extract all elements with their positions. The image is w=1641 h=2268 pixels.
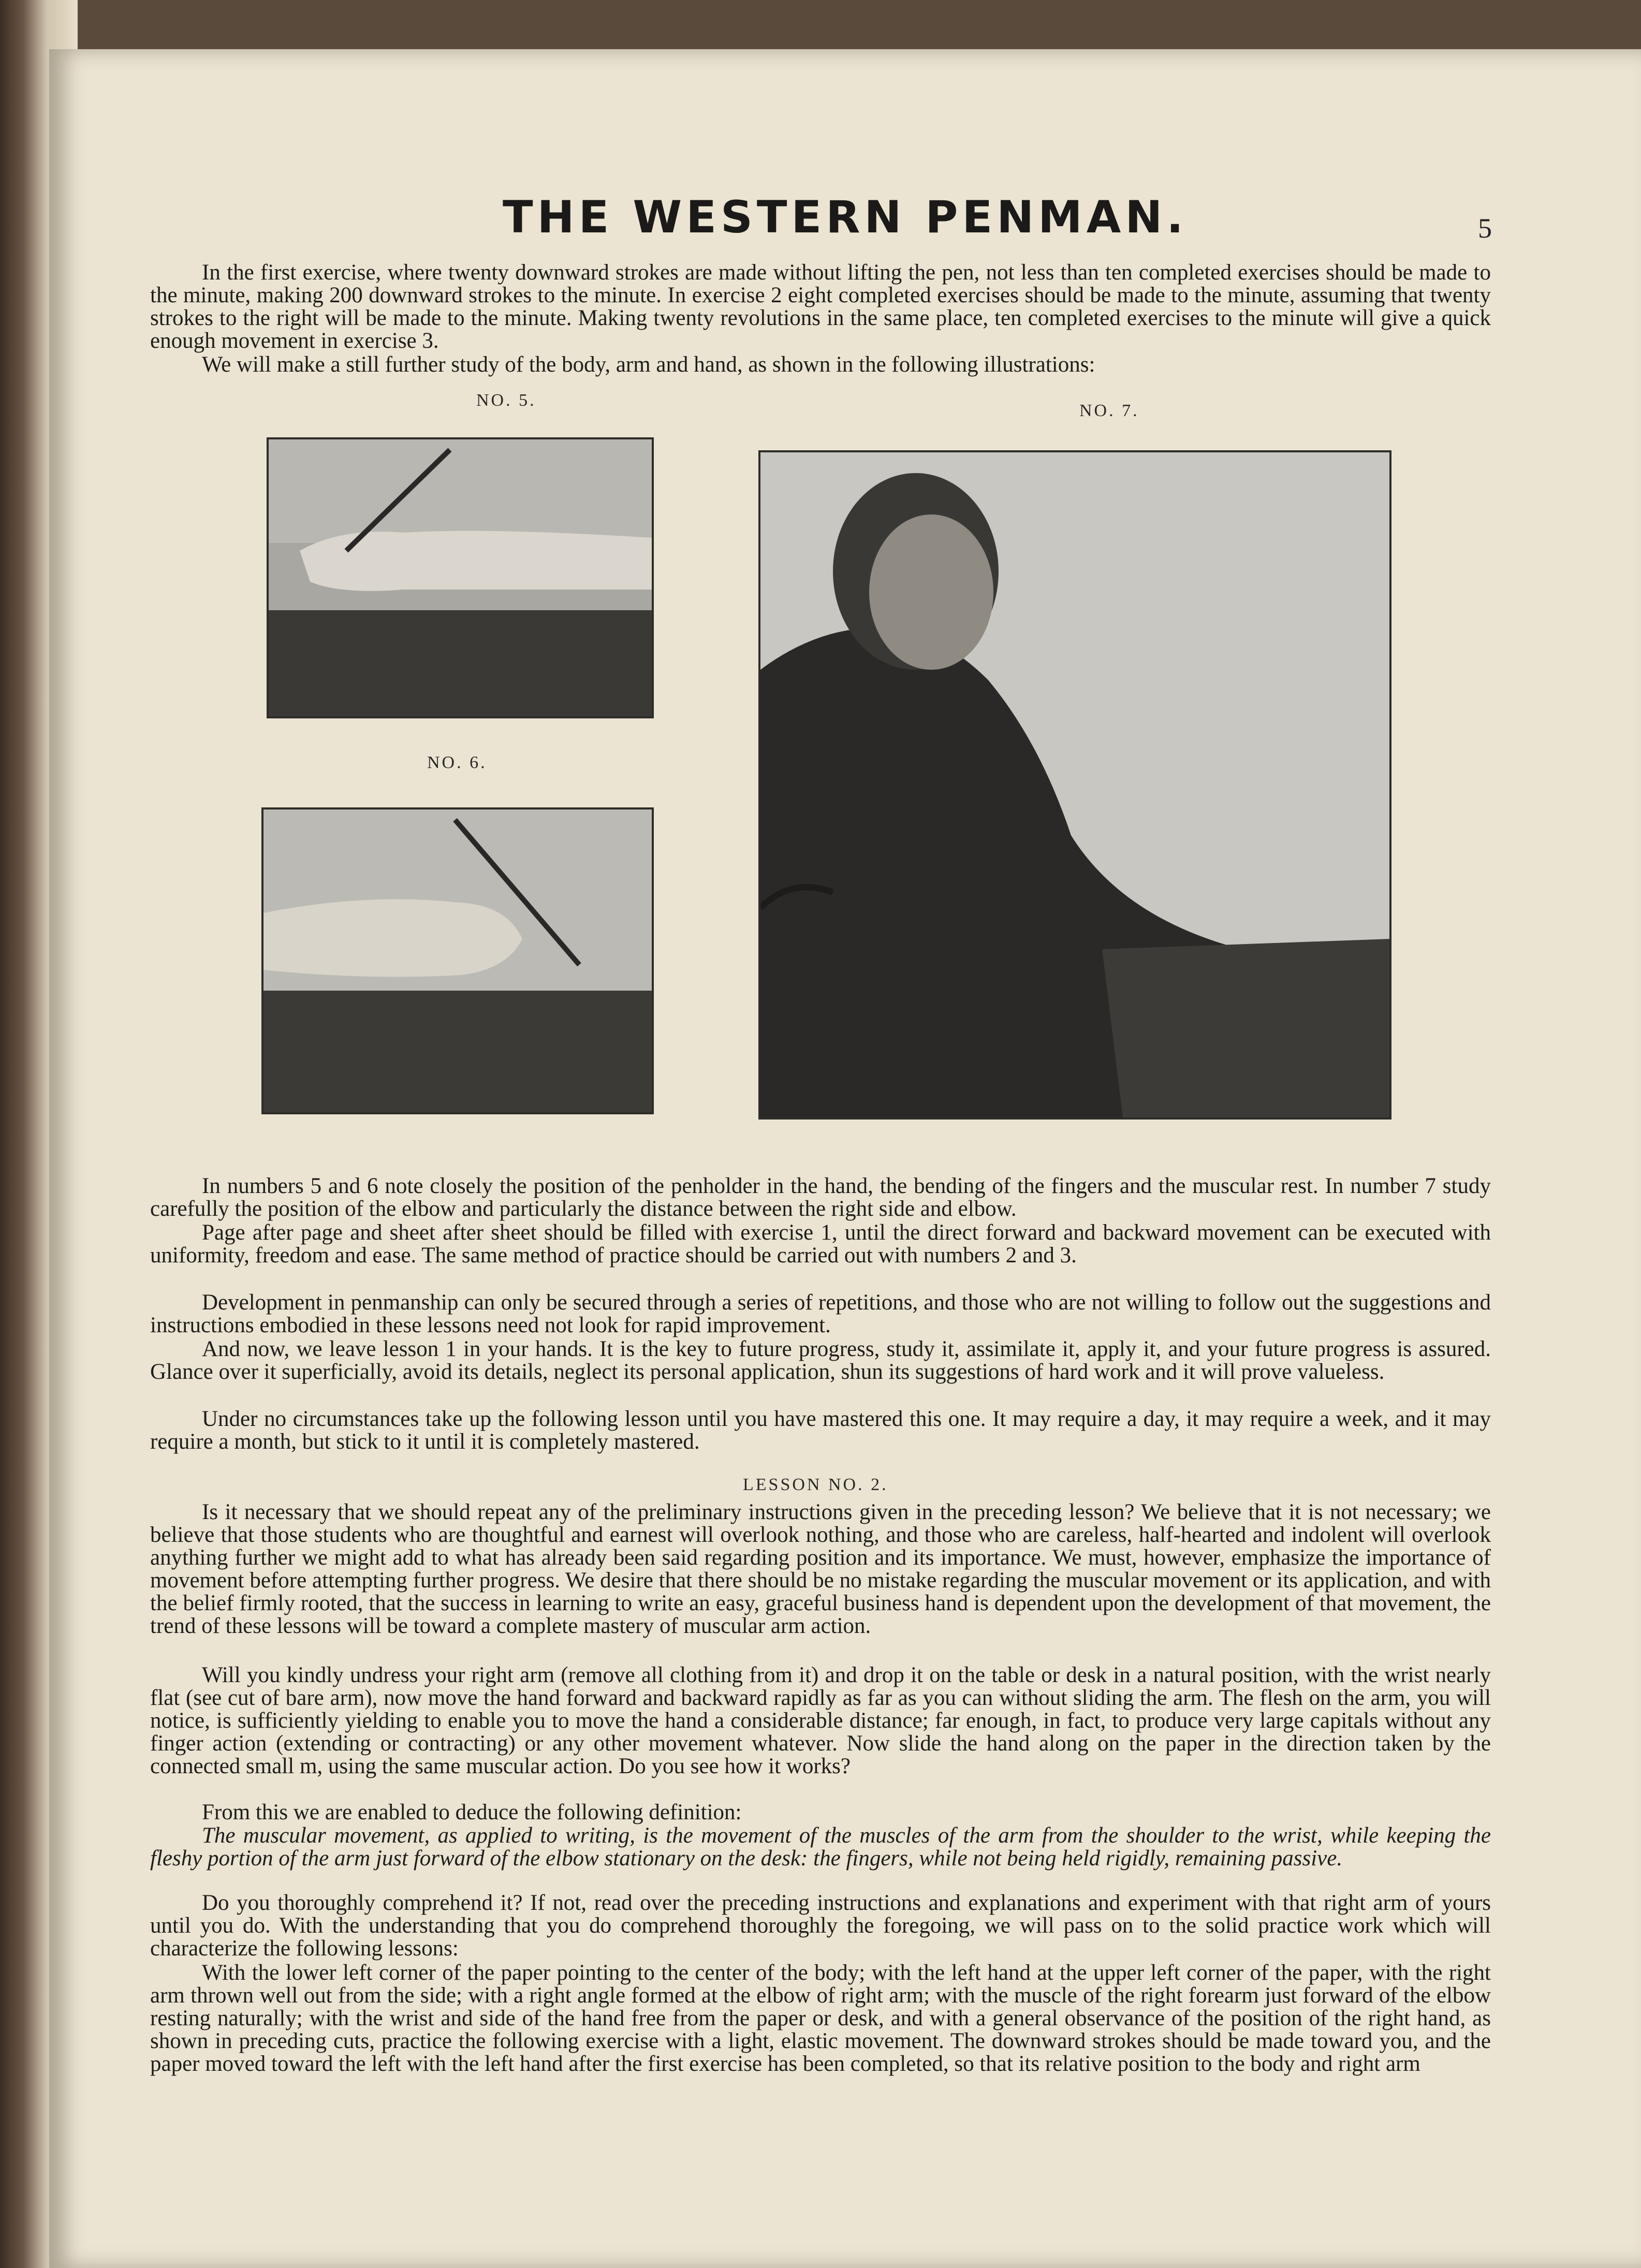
lesson-2-heading: LESSON NO. 2. <box>743 1475 888 1494</box>
figure-no7-seated-man-photo <box>758 450 1391 1120</box>
body-paragraph-4: And now, we leave lesson 1 in your hands. It is the key to future progress, study it, assimilate it, apply it, and your future progress is assured. Glance over it superficially, avoid its details, neglect its personal application, shun its suggestions of hard work and it will prove valueless. <box>150 1337 1491 1384</box>
figure-caption-no7: NO. 7. <box>1079 401 1139 420</box>
lesson2-paragraph-1: Is it necessary that we should repeat any of the preliminary instructions given in the preceding lesson? We believe that it is not necessary; we believe that those students who are thoughtful and earnest will overlook nothing, and those who are careless, half-hearted and indolent will overlook anything further we might add to what has already been said regarding position and its importance. We must, however, emphasize the importance of movement before attempting further progress. We desire that there should be no mistake regarding the muscular movement or its application, and with the belief firmly rooted, that the success in learning to write an easy, graceful business hand is dependent upon the development of that movement, the trend of these lessons will be toward a complete mastery of muscular arm action. <box>150 1500 1491 1638</box>
figure-no5-hand-photo <box>267 437 654 718</box>
body-paragraph-2: Page after page and sheet after sheet should be filled with exercise 1, until the direct forward and backward movement can be executed with uniformity, freedom and ease. The same method of practice should be carried out with numbers 2 and 3. <box>150 1220 1491 1268</box>
page <box>49 49 1641 2268</box>
lesson2-paragraph-6: With the lower left corner of the paper pointing to the center of the body; with the left hand at the upper left corner of the paper, with the right arm thrown well out from the side; with a right angle formed at the elbow of right arm; with the muscle of the right forearm just forward of the elbow resting naturally; with the wrist and side of the hand free from the paper or desk, and with a general observance of the position of the right hand, as shown in preceding cuts, practice the following exercise with a light, elastic movement. The downward strokes should be made toward you, and the paper moved toward the left with the left hand after the first exercise has been completed, so that its relative position to the body and right arm <box>150 1961 1491 2076</box>
muscular-movement-definition: The muscular movement, as applied to writing, is the movement of the muscles of the arm from the shoulder to the wrist, while keeping the fleshy portion of the arm just forward of the elbow stationary on the desk: the fingers, while not being held rigidly, remaining passive. <box>150 1823 1491 1871</box>
page-number: 5 <box>1478 213 1492 244</box>
lesson2-paragraph-3: From this we are enabled to deduce the following definition: <box>202 1800 742 1824</box>
body-paragraph-5: Under no circumstances take up the following lesson until you have mastered this one. It may require a day, it may require a week, and it may require a month, but stick to it until it is completely mastered. <box>150 1407 1491 1454</box>
intro-paragraph-1: In the first exercise, where twenty downward strokes are made without lifting the pen, not less than ten completed exercises should be made to the minute, making 200 downward strokes to the minute. In exercise 2 eight completed exercises should be made to the minute, assuming that twenty strokes to the right will be made to the minute. Making twenty revolutions in the same place, ten completed exercises to the minute will give a quick enough movement in exercise 3. <box>150 260 1491 353</box>
intro-paragraph-2: We will make a still further study of the body, arm and hand, as shown in the following illustrations: <box>202 352 1095 377</box>
body-paragraph-3: Development in penmanship can only be secured through a series of repetitions, and those who are not willing to follow out the suggestions and instructions embodied in these lessons need not look for rapid improvement. <box>150 1290 1491 1337</box>
lesson2-paragraph-2: Will you kindly undress your right arm (remove all clothing from it) and drop it on the table or desk in a natural position, with the wrist nearly flat (see cut of bare arm), now move the hand forward and backward rapidly as far as you can without sliding the arm. The flesh on the arm, you will notice, is sufficiently yielding to enable you to move the hand a considerable distance; far enough, in fact, to produce very large capitals without any finger action (extending or contracting) or any other movement whatever. Now slide the hand along on the paper in the direction taken by the connected small m, using the same muscular action. Do you see how it works? <box>150 1663 1491 1778</box>
figure-caption-no5: NO. 5. <box>476 391 536 410</box>
body-paragraph-1: In numbers 5 and 6 note closely the position of the penholder in the hand, the bending of the fingers and the muscular rest. In number 7 study carefully the position of the elbow and particularly the distance between the right side and elbow. <box>150 1174 1491 1221</box>
page-header-title: THE WESTERN PENMAN. <box>503 192 1188 243</box>
figure-no6-hand-photo <box>261 807 654 1114</box>
lesson2-paragraph-5: Do you thoroughly comprehend it? If not, read over the preceding instructions and explanations and experiment with that right arm of yours until you do. With the understanding that you do comprehend thoroughly the foregoing, we will pass on to the solid practice work which will characterize the following lessons: <box>150 1891 1491 1961</box>
figure-caption-no6: NO. 6. <box>427 753 487 772</box>
